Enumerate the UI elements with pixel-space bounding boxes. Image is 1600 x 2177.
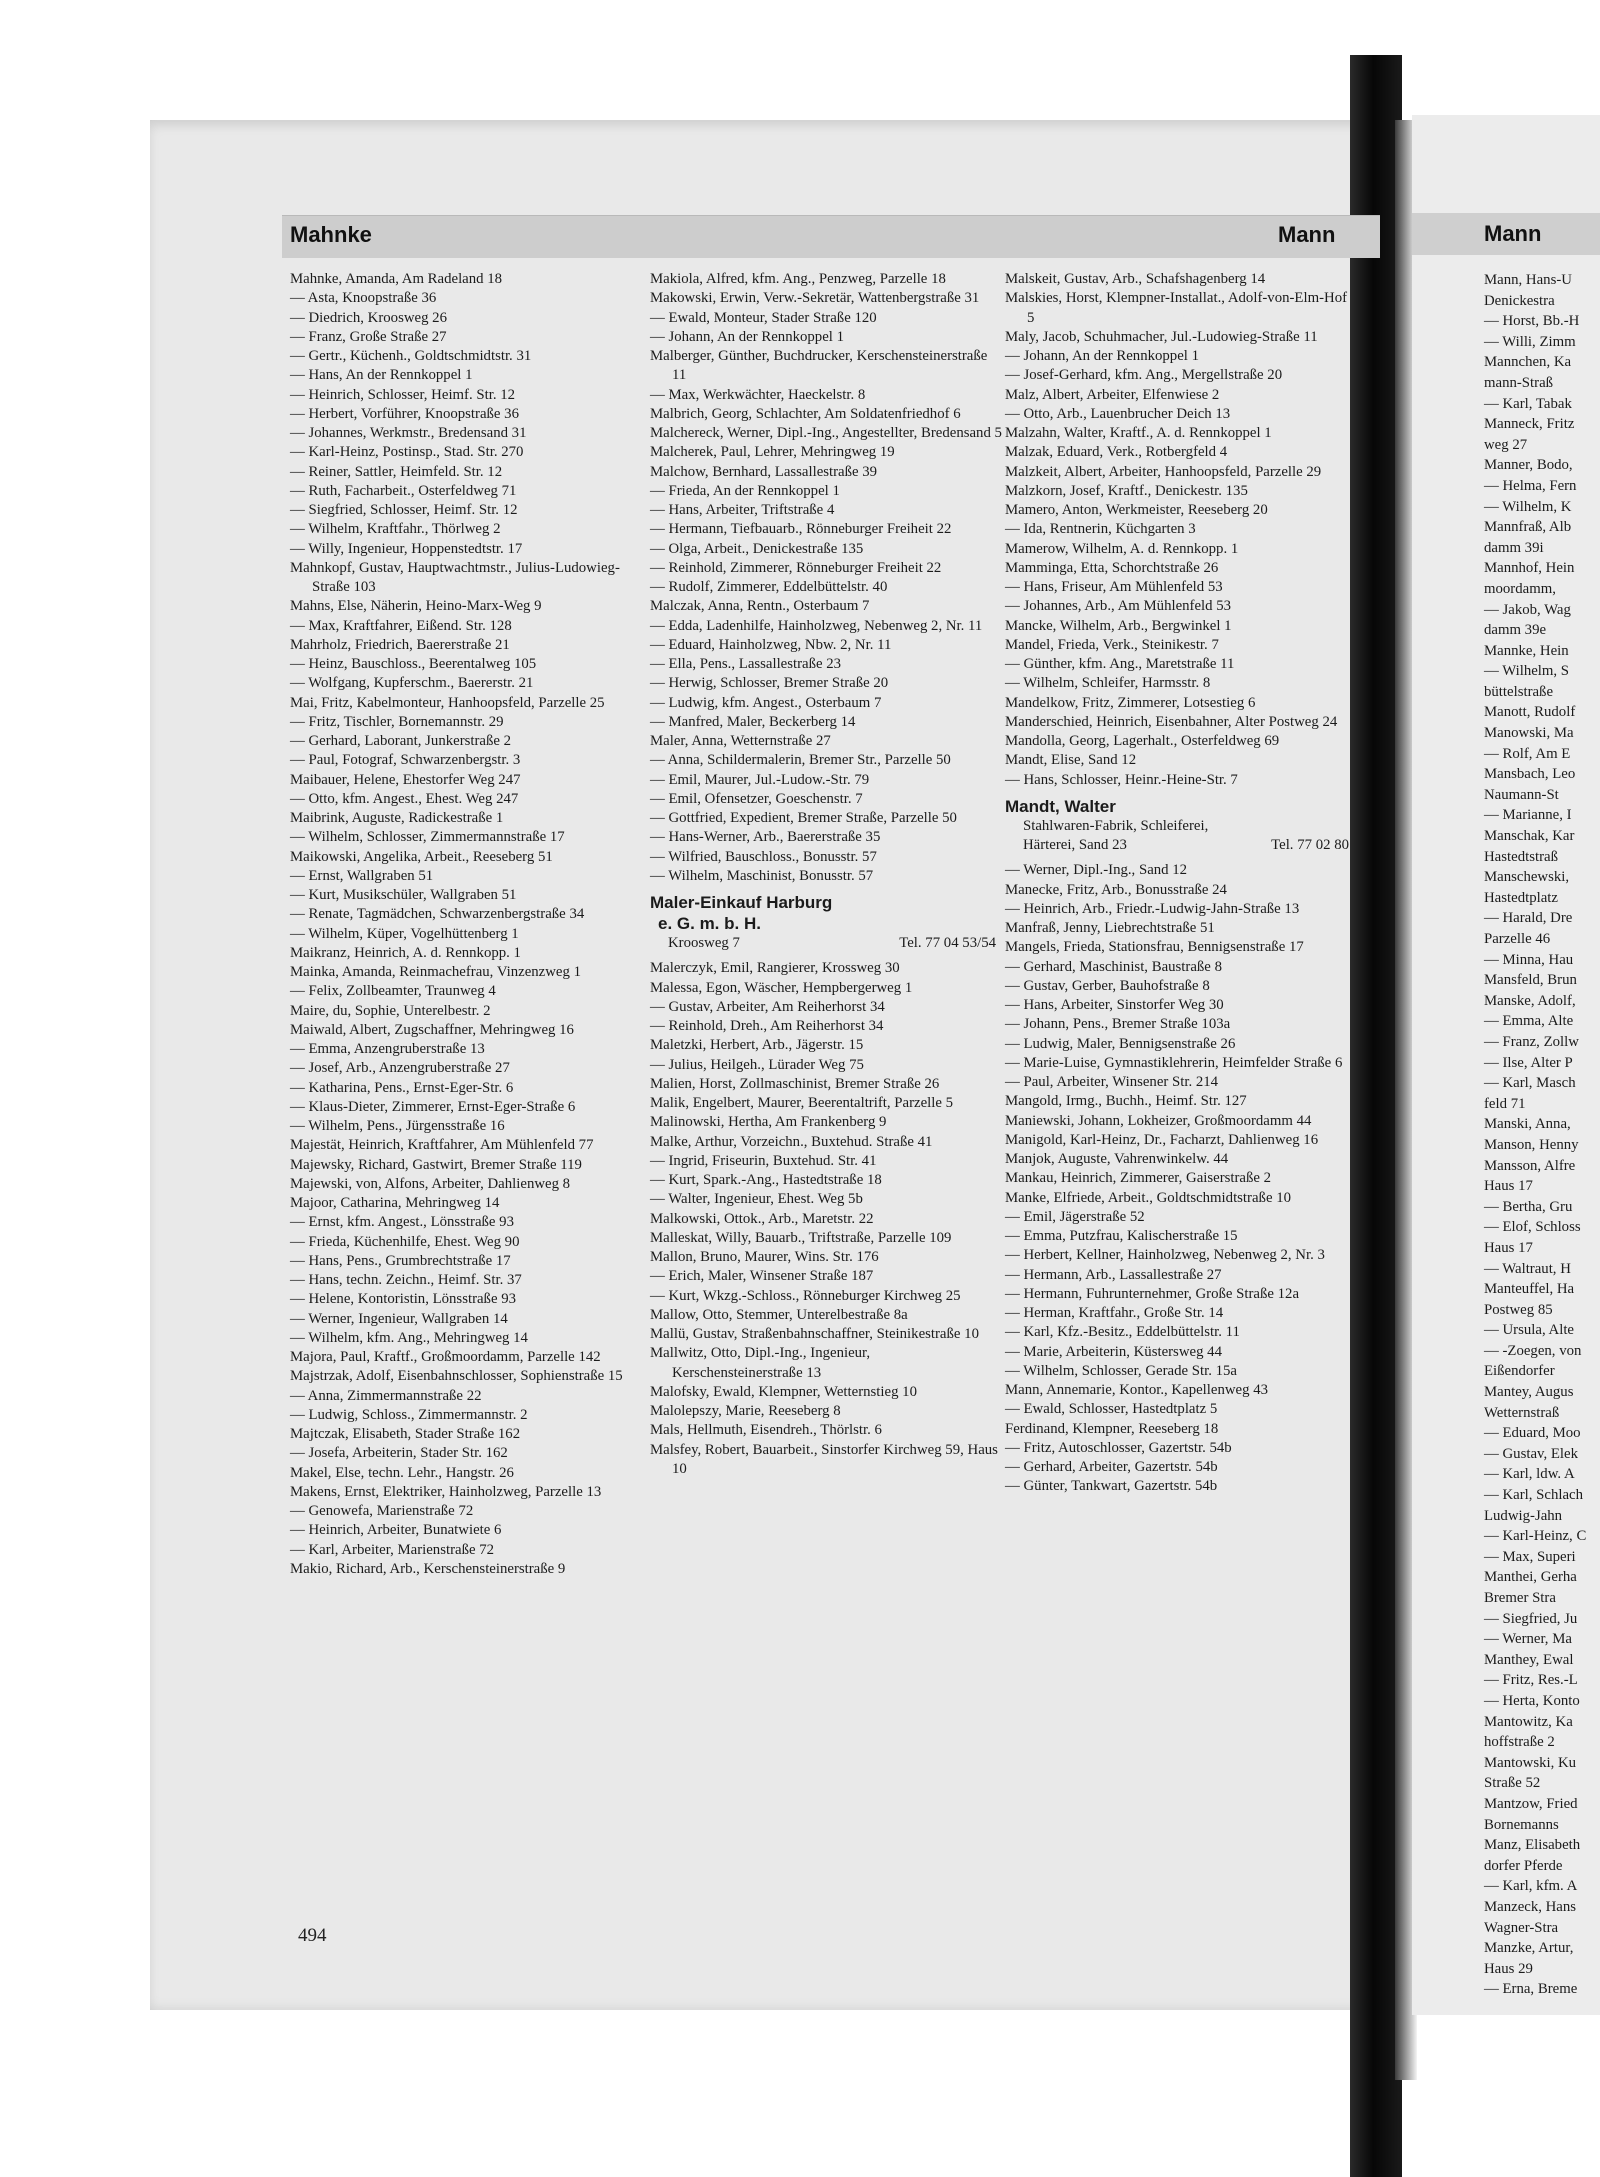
directory-entry: — Johann, Pens., Bremer Straße 103a: [1005, 1016, 1231, 1033]
next-page-header-word: Mann: [1484, 221, 1542, 246]
firm-address: Kroosweg 7: [668, 935, 740, 951]
next-page-line: — Gustav, Elek: [1484, 1445, 1578, 1462]
directory-entry: Maikowski, Angelika, Arbeit., Reeseberg 51: [290, 848, 553, 865]
directory-entry: Maniewski, Johann, Lokheizer, Großmoordamm 44: [1005, 1112, 1312, 1129]
next-page-line: Haus 17: [1484, 1239, 1533, 1256]
directory-entry: — Ewald, Schlosser, Hastedtplatz 5: [1005, 1401, 1218, 1418]
next-page-line: — Harald, Dre: [1484, 910, 1573, 927]
directory-entry: Mahns, Else, Näherin, Heino-Marx-Weg 9: [290, 598, 542, 615]
directory-entry: — Wilfried, Bauschloss., Bonusstr. 57: [650, 848, 877, 865]
next-page-line: Manz, Elisabeth: [1484, 1837, 1581, 1854]
next-page-line: Mann, Hans-U: [1484, 272, 1572, 288]
next-page-line: Manske, Adolf,: [1484, 992, 1576, 1009]
next-page-line: büttelstraße: [1484, 683, 1554, 700]
directory-entry: Malskies, Horst, Klempner-Installat., Adolf-von-Elm-Hof 5: [1005, 290, 1348, 326]
directory-entry: — Marie-Luise, Gymnastiklehrerin, Heimfelder Straße 6: [1005, 1054, 1343, 1071]
directory-entry: Malzahn, Walter, Kraftf., A. d. Rennkoppel 1: [1005, 425, 1272, 441]
directory-entry: Manecke, Fritz, Arb., Bonusstraße 24: [1005, 881, 1227, 898]
directory-entry: — Günter, Tankwart, Gazertstr. 54b: [1005, 1478, 1218, 1495]
directory-entry: Malbrich, Georg, Schlachter, Am Soldatenfriedhof 6: [650, 405, 961, 422]
directory-entry: — Ludwig, kfm. Angest., Osterbaum 7: [650, 694, 882, 711]
directory-entry: Malchow, Bernhard, Lassallestraße 39: [650, 463, 878, 480]
next-page-line: Mantzow, Fried: [1484, 1795, 1578, 1812]
running-header-left: Mahnke: [290, 222, 372, 247]
firm-phone: Tel. 77 04 53/54: [899, 935, 996, 951]
directory-entry: — Johannes, Arb., Am Mühlenfeld 53: [1005, 598, 1232, 615]
next-page-lines: [1484, 270, 1600, 2000]
next-page-line: moordamm,: [1484, 580, 1556, 597]
directory-entry: Malsfey, Robert, Bauarbeit., Sinstorfer Kirchweg 59, Haus 10: [650, 1441, 998, 1477]
directory-entry: Majtczak, Elisabeth, Stader Straße 162: [290, 1426, 521, 1442]
directory-entry: Manigold, Karl-Heinz, Dr., Facharzt, Dahlienweg 16: [1005, 1131, 1319, 1148]
directory-entry: — Ewald, Monteur, Stader Straße 120: [650, 309, 877, 326]
directory-entry: — Hermann, Tiefbauarb., Rönneburger Freiheit 22: [650, 521, 952, 538]
running-header-right: Mann: [1278, 222, 1336, 247]
directory-entry: — Karl-Heinz, Postinsp., Stad. Str. 270: [290, 444, 524, 461]
next-page-line: Manner, Bodo,: [1484, 457, 1573, 474]
directory-entry: — Josefa, Arbeiterin, Stader Str. 162: [290, 1445, 508, 1462]
firm-address-row: [650, 934, 1002, 953]
directory-entry: — Ella, Pens., Lassallestraße 23: [650, 656, 842, 672]
next-page-fragment: [1412, 115, 1600, 2015]
next-page-line: — Karl, kfm. A: [1484, 1878, 1578, 1895]
directory-entry: — Gerhard, Maschinist, Baustraße 8: [1005, 958, 1222, 975]
directory-entry: — Diedrich, Kroosweg 26: [290, 309, 447, 326]
directory-entry: Malolepszy, Marie, Reeseberg 8: [650, 1403, 841, 1419]
directory-entry: — Wolfgang, Kupferschm., Baererstr. 21: [290, 675, 534, 692]
directory-entry: — Genowefa, Marienstraße 72: [290, 1503, 474, 1519]
next-page-line: — Horst, Bb.-H: [1484, 313, 1580, 330]
next-page-line: — Franz, Zollw: [1484, 1033, 1579, 1050]
directory-entry: Mallü, Gustav, Straßenbahnschaffner, Steinikestraße 10: [650, 1326, 979, 1342]
directory-entry: — Hans, Arbeiter, Triftstraße 4: [650, 502, 835, 518]
directory-entry: — Günther, kfm. Ang., Maretstraße 11: [1005, 656, 1235, 672]
next-page-line: Wagner-Stra: [1484, 1919, 1559, 1936]
directory-entry: Mamminga, Etta, Schorchtstraße 26: [1005, 559, 1219, 576]
column-3: [1005, 270, 1355, 1497]
next-page-line: — Karl, Tabak: [1484, 395, 1572, 412]
next-page-line: damm 39e: [1484, 622, 1547, 639]
directory-entry: Malberger, Günther, Buchdrucker, Kerschensteinerstraße 11: [650, 348, 988, 384]
next-page-line: Manzke, Artur,: [1484, 1940, 1574, 1957]
directory-entry: — Kurt, Musikschüler, Wallgraben 51: [290, 887, 517, 903]
column-2: [650, 270, 1002, 1479]
next-page-line: Mantowitz, Ka: [1484, 1713, 1573, 1730]
firm-description: Stahlwaren-Fabrik, Schleiferei,: [1023, 817, 1209, 834]
directory-entry: Mamero, Anton, Werkmeister, Reeseberg 20: [1005, 502, 1268, 518]
column-2-entries-continued: [650, 959, 1002, 1479]
next-page-line: — Emma, Alte: [1484, 1013, 1574, 1030]
directory-entry: — Erich, Maler, Winsener Straße 187: [650, 1268, 874, 1285]
directory-entry: — Johann, An der Rennkoppel 1: [650, 328, 844, 345]
directory-entry: Manfraß, Jenny, Liebrechtstraße 51: [1005, 920, 1215, 936]
directory-entry: Mancke, Wilhelm, Arb., Bergwinkel 1: [1005, 617, 1232, 634]
next-page-line: Manski, Anna,: [1484, 1116, 1571, 1133]
next-page-line: Bremer Stra: [1484, 1590, 1556, 1606]
directory-entry: — Emil, Maurer, Jul.-Ludow.-Str. 79: [650, 771, 870, 788]
directory-entry: — Ruth, Facharbeit., Osterfeldweg 71: [290, 482, 517, 499]
next-page-line: Mannfraß, Alb: [1484, 519, 1572, 536]
next-page-line: — Fritz, Res.-L: [1484, 1672, 1578, 1689]
directory-entry: — Asta, Knoopstraße 36: [290, 290, 437, 307]
directory-entry: Makel, Else, techn. Lehr., Hangstr. 26: [290, 1464, 514, 1481]
firm-legal-form: e. G. m. b. H.: [658, 914, 761, 933]
next-page-line: — Werner, Ma: [1484, 1631, 1572, 1648]
directory-entry: — Gerhard, Laborant, Junkerstraße 2: [290, 733, 512, 749]
next-page-line: — Marianne, I: [1484, 807, 1572, 824]
directory-entry: Malinowski, Hertha, Am Frankenberg 9: [650, 1114, 887, 1131]
directory-entry: Maiwald, Albert, Zugschaffner, Mehringweg 16: [290, 1021, 574, 1038]
directory-entry: — Marie, Arbeiterin, Küstersweg 44: [1005, 1343, 1222, 1360]
directory-entry: Maly, Jacob, Schuhmacher, Jul.-Ludowieg-Straße 11: [1005, 328, 1318, 345]
directory-entry: Maletzki, Herbert, Arb., Jägerstr. 15: [650, 1037, 864, 1054]
directory-entry: Mahnke, Amanda, Am Radeland 18: [290, 271, 503, 287]
directory-entry: Malien, Horst, Zollmaschinist, Bremer Straße 26: [650, 1075, 940, 1092]
firm-address: Härterei, Sand 23: [1023, 837, 1127, 853]
directory-entry: Malczak, Anna, Rentn., Osterbaum 7: [650, 598, 870, 615]
directory-entry: — Emil, Jägerstraße 52: [1005, 1208, 1145, 1225]
directory-entry: Maikranz, Heinrich, A. d. Rennkopp. 1: [290, 944, 521, 961]
directory-entry: Ferdinand, Klempner, Reeseberg 18: [1005, 1420, 1219, 1437]
directory-entry: — Heinrich, Arb., Friedr.-Ludwig-Jahn-Straße 13: [1005, 900, 1300, 917]
directory-entry: — Heinz, Bauschloss., Beerentalweg 105: [290, 656, 537, 672]
directory-entry: — Hans, Arbeiter, Sinstorfer Weg 30: [1005, 997, 1224, 1013]
directory-entry: — Fritz, Autoschlosser, Gazertstr. 54b: [1005, 1439, 1232, 1456]
directory-entry: — Manfred, Maler, Beckerberg 14: [650, 713, 856, 730]
next-page-line: Straße 52: [1484, 1775, 1541, 1792]
next-page-line: Manschak, Kar: [1484, 828, 1575, 845]
next-page-line: mann-Straß: [1484, 374, 1554, 391]
directory-entry: — Anna, Schildermalerin, Bremer Str., Parzelle 50: [650, 752, 951, 769]
directory-entry: Mankau, Heinrich, Zimmerer, Gaiserstraße 2: [1005, 1170, 1272, 1187]
directory-entry: — Ernst, kfm. Angest., Lönsstraße 93: [290, 1214, 514, 1231]
directory-entry: — Fritz, Tischler, Bornemannstr. 29: [290, 713, 504, 730]
column-3-entries-continued: [1005, 861, 1355, 1496]
directory-entry: — Herbert, Vorführer, Knoopstraße 36: [290, 405, 519, 422]
next-page-line: Manzeck, Hans: [1484, 1898, 1577, 1915]
next-page-line: Hastedtplatz: [1484, 889, 1558, 906]
next-page-line: Mansfeld, Brun: [1484, 972, 1577, 989]
directory-entry: — Max, Werkwächter, Haeckelstr. 8: [650, 386, 866, 403]
directory-entry: — Frieda, An der Rennkoppel 1: [650, 482, 840, 499]
directory-entry: — Hans, Pens., Grumbrechtstraße 17: [290, 1252, 511, 1269]
next-page-line: Denickestra: [1484, 292, 1555, 309]
next-page-line: — Max, Superi: [1484, 1548, 1576, 1565]
directory-entry: — Wilhelm, Küper, Vogelhüttenberg 1: [290, 925, 519, 942]
directory-entry: — Frieda, Küchenhilfe, Ehest. Weg 90: [290, 1233, 520, 1250]
directory-entry: — Emil, Ofensetzer, Goeschenstr. 7: [650, 790, 863, 807]
directory-entry: — Max, Kraftfahrer, Eißend. Str. 128: [290, 617, 512, 634]
next-page-line: Ludwig-Jahn: [1484, 1507, 1563, 1524]
next-page-line: Mannchen, Ka: [1484, 354, 1572, 371]
directory-entry: Malzak, Eduard, Verk., Rotbergfeld 4: [1005, 444, 1228, 461]
directory-entry: — Gottfried, Expedient, Bremer Straße, Parzelle 50: [650, 810, 957, 826]
directory-entry: Malik, Engelbert, Maurer, Beerentaltrift, Parzelle 5: [650, 1095, 954, 1111]
directory-entry: — Gustav, Arbeiter, Am Reiherhorst 34: [650, 998, 885, 1015]
directory-entry: — Herbert, Kellner, Hainholzweg, Nebenweg 2, Nr. 3: [1005, 1247, 1325, 1264]
next-page-line: Mantowski, Ku: [1484, 1754, 1577, 1771]
directory-entry: Malz, Albert, Arbeiter, Elfenwiese 2: [1005, 386, 1220, 403]
directory-entry: — Ludwig, Maler, Bennigsenstraße 26: [1005, 1035, 1236, 1052]
directory-entry: — Otto, Arb., Lauenbrucher Deich 13: [1005, 405, 1231, 422]
directory-entry: — Werner, Dipl.-Ing., Sand 12: [1005, 862, 1188, 879]
directory-entry: — Wilhelm, Pens., Jürgensstraße 16: [290, 1118, 505, 1134]
next-page-line: Mansson, Alfre: [1484, 1157, 1576, 1174]
directory-entry: — Otto, kfm. Angest., Ehest. Weg 247: [290, 790, 519, 807]
directory-entry: — Ingrid, Friseurin, Buxtehud. Str. 41: [650, 1152, 877, 1169]
directory-entry: Makowski, Erwin, Verw.-Sekretär, Wattenbergstraße 31: [650, 290, 980, 307]
next-page-line: — Jakob, Wag: [1484, 601, 1571, 618]
next-page-line: — Waltraut, H: [1484, 1260, 1571, 1277]
directory-entry: Mallow, Otto, Stemmer, Unterelbestraße 8a: [650, 1306, 908, 1323]
next-page-line: — Rolf, Am E: [1484, 745, 1571, 762]
directory-entry: Malessa, Egon, Wäscher, Hempbergerweg 1: [650, 979, 913, 996]
directory-entry: — Felix, Zollbeamter, Traunweg 4: [290, 983, 496, 1000]
next-page-line: Eißendorfer: [1484, 1363, 1555, 1380]
directory-entry: — Josef-Gerhard, kfm. Ang., Mergellstraße 20: [1005, 367, 1283, 384]
directory-entry: — Reiner, Sattler, Heimfeld. Str. 12: [290, 463, 503, 480]
directory-entry: — Gertr., Küchenh., Goldtschmidtstr. 31: [290, 348, 532, 364]
directory-entry: Majstrzak, Adolf, Eisenbahnschlosser, Sophienstraße 15: [290, 1368, 623, 1385]
column-2-entries: [650, 270, 1002, 886]
next-page-line: Mansbach, Leo: [1484, 766, 1576, 783]
directory-entry: Malleskat, Willy, Bauarb., Triftstraße, Parzelle 109: [650, 1229, 952, 1246]
directory-entry: — Gustav, Gerber, Bauhofstraße 8: [1005, 977, 1210, 994]
directory-entry: — Josef, Arb., Anzengruberstraße 27: [290, 1060, 510, 1077]
directory-entry: — Reinhold, Dreh., Am Reiherhorst 34: [650, 1018, 884, 1034]
next-page-line: — Erna, Breme: [1484, 1981, 1578, 1998]
directory-entry: Malcherek, Paul, Lehrer, Mehringweg 19: [650, 444, 895, 461]
directory-entry: Mangold, Irmg., Buchh., Heimf. Str. 127: [1005, 1093, 1247, 1110]
next-page-line: Haus 17: [1484, 1178, 1533, 1195]
next-page-line: — Karl, Masch: [1484, 1075, 1576, 1092]
directory-entry: Majewski, von, Alfons, Arbeiter, Dahlienweg 8: [290, 1175, 571, 1192]
directory-entry: — Kurt, Wkzg.-Schloss., Rönneburger Kirchweg 25: [650, 1287, 961, 1304]
directory-entry: — Johannes, Werkmstr., Bredensand 31: [290, 425, 527, 441]
directory-entry: Mandelkow, Fritz, Zimmerer, Lotsestieg 6: [1005, 694, 1256, 711]
firm-name: Mandt, Walter: [1005, 796, 1116, 816]
next-page-line: Naumann-St: [1484, 786, 1559, 803]
directory-entry: Mai, Fritz, Kabelmonteur, Hanhoopsfeld, Parzelle 25: [290, 694, 605, 711]
directory-entry: — Emma, Putzfrau, Kalischerstraße 15: [1005, 1228, 1238, 1244]
directory-entry: Majora, Paul, Kraftf., Großmoordamm, Parzelle 142: [290, 1349, 601, 1365]
next-page-line: — Willi, Zimm: [1484, 333, 1576, 350]
running-header-bar: [282, 215, 1380, 258]
next-page-line: — Minna, Hau: [1484, 951, 1574, 968]
next-page-line: — Ilse, Alter P: [1484, 1054, 1573, 1071]
firm-phone: Tel. 77 02 80: [1271, 837, 1349, 853]
directory-entry: Makiola, Alfred, kfm. Ang., Penzweg, Parzelle 18: [650, 271, 946, 287]
directory-entry: — Reinhold, Zimmerer, Rönneburger Freiheit 22: [650, 559, 942, 576]
directory-entry: — Johann, An der Rennkoppel 1: [1005, 348, 1199, 364]
directory-entry: Mallwitz, Otto, Dipl.-Ing., Ingenieur, Kerschensteinerstraße 13: [650, 1345, 871, 1381]
directory-entry: — Karl, Arbeiter, Marienstraße 72: [290, 1541, 495, 1558]
next-page-line: weg 27: [1484, 436, 1528, 453]
directory-entry: — Paul, Fotograf, Schwarzenbergstr. 3: [290, 752, 521, 769]
directory-entry: Mangels, Frieda, Stationsfrau, Bennigsenstraße 17: [1005, 939, 1304, 956]
next-page-line: Manott, Rudolf: [1484, 704, 1576, 721]
next-page-line: — Elof, Schloss: [1484, 1219, 1581, 1236]
directory-entry: — Anna, Zimmermannstraße 22: [290, 1387, 482, 1404]
directory-entry: Majestät, Heinrich, Kraftfahrer, Am Mühlenfeld 77: [290, 1137, 594, 1154]
directory-entry: Manjok, Auguste, Vahrenwinkelw. 44: [1005, 1151, 1229, 1167]
directory-entry: Malzkeit, Albert, Arbeiter, Hanhoopsfeld, Parzelle 29: [1005, 463, 1322, 480]
directory-entry: — Franz, Große Straße 27: [290, 328, 447, 345]
directory-entry: — Herman, Kraftfahr., Große Str. 14: [1005, 1305, 1224, 1321]
next-page-line: — Karl, Schlach: [1484, 1487, 1584, 1504]
directory-entry: — Willy, Ingenieur, Hoppenstedtstr. 17: [290, 540, 523, 557]
next-page-line: — Karl-Heinz, C: [1484, 1528, 1587, 1545]
directory-entry: — Hans, Friseur, Am Mühlenfeld 53: [1005, 579, 1223, 595]
directory-entry: Majoor, Catharina, Mehringweg 14: [290, 1195, 500, 1211]
next-page-line: Parzelle 46: [1484, 931, 1551, 947]
directory-entry: — Klaus-Dieter, Zimmerer, Ernst-Eger-Straße 6: [290, 1098, 576, 1115]
directory-entry: — Hermann, Arb., Lassallestraße 27: [1005, 1266, 1222, 1283]
next-page-line: — -Zoegen, von: [1484, 1342, 1582, 1359]
directory-entry: — Hans, techn. Zeichn., Heimf. Str. 37: [290, 1272, 522, 1288]
directory-entry: — Wilhelm, Maschinist, Bonusstr. 57: [650, 867, 874, 884]
directory-entry: — Ludwig, Schloss., Zimmermannstr. 2: [290, 1406, 528, 1423]
directory-entry: Malke, Arthur, Vorzeichn., Buxtehud. Straße 41: [650, 1133, 933, 1150]
next-page-line: damm 39i: [1484, 539, 1544, 556]
directory-entry: — Kurt, Spark.-Ang., Hastedtstraße 18: [650, 1172, 882, 1188]
next-page-line: Mannhof, Hein: [1484, 560, 1575, 577]
next-page-line: Haus 29: [1484, 1960, 1533, 1977]
directory-entry: Mahrholz, Friedrich, Baererstraße 21: [290, 636, 510, 653]
next-page-line: Manneck, Fritz: [1484, 416, 1575, 433]
directory-entry: — Olga, Arbeit., Denickestraße 135: [650, 540, 864, 557]
directory-entry: — Hans, Schlosser, Heinr.-Heine-Str. 7: [1005, 771, 1238, 788]
next-page-line: Hastedtstraß: [1484, 848, 1558, 865]
directory-entry: — Helene, Kontoristin, Lönsstraße 93: [290, 1291, 517, 1308]
next-page-line: feld 71: [1484, 1095, 1526, 1112]
directory-entry: Mahnkopf, Gustav, Hauptwachtmstr., Julius-Ludowieg-Straße 103: [290, 559, 620, 595]
next-page-line: Manschewski,: [1484, 869, 1570, 886]
next-page-line: Postweg 85: [1484, 1301, 1553, 1318]
next-page-line: dorfer Pferde: [1484, 1857, 1563, 1874]
directory-entry: Mandel, Frieda, Verk., Steinikestr. 7: [1005, 636, 1219, 653]
next-page-line: Manson, Henny: [1484, 1136, 1579, 1153]
directory-entry: Malofsky, Ewald, Klempner, Wetternstieg 10: [650, 1383, 917, 1400]
next-page-line: Manowski, Ma: [1484, 725, 1574, 742]
directory-entry: Manke, Elfriede, Arbeit., Goldtschmidtstraße 10: [1005, 1189, 1292, 1206]
directory-entry: Mamerow, Wilhelm, A. d. Rennkopp. 1: [1005, 540, 1239, 557]
column-1: [290, 270, 642, 1579]
next-page-line: Manthei, Gerha: [1484, 1569, 1577, 1586]
directory-entry: Malchereck, Werner, Dipl.-Ing., Angestellter, Bredensand 5: [650, 425, 1002, 441]
directory-entry: Mals, Hellmuth, Eisendreh., Thörlstr. 6: [650, 1422, 882, 1439]
directory-entry: Makio, Richard, Arb., Kerschensteinerstraße 9: [290, 1560, 566, 1577]
directory-entry: — Werner, Ingenieur, Wallgraben 14: [290, 1310, 508, 1327]
next-page-line: — Eduard, Moo: [1484, 1425, 1581, 1442]
column-1-entries: [290, 270, 642, 1579]
directory-entry: — Ernst, Wallgraben 51: [290, 867, 434, 884]
directory-entry: — Emma, Anzengruberstraße 13: [290, 1041, 485, 1057]
next-page-line: Bornemanns: [1484, 1816, 1559, 1833]
directory-entry: — Eduard, Hainholzweg, Nbw. 2, Nr. 11: [650, 636, 892, 653]
next-page-line: — Helma, Fern: [1484, 477, 1577, 494]
directory-entry: — Wilhelm, Kraftfahr., Thörlweg 2: [290, 521, 501, 538]
directory-entry: — Herwig, Schlosser, Bremer Straße 20: [650, 675, 889, 692]
firm-advert-mandt: [1005, 796, 1355, 856]
firm-name: Maler-Einkauf Harburg: [650, 893, 833, 912]
directory-entry: — Renate, Tagmädchen, Schwarzenbergstraße 34: [290, 906, 585, 923]
directory-entry: Maler, Anna, Wetternstraße 27: [650, 733, 831, 749]
directory-entry: Makens, Ernst, Elektriker, Hainholzweg, Parzelle 13: [290, 1483, 602, 1500]
directory-entry: Manderschied, Heinrich, Eisenbahner, Alter Postweg 24: [1005, 713, 1338, 730]
directory-entry: Majewsky, Richard, Gastwirt, Bremer Straße 119: [290, 1156, 582, 1173]
next-page-line: — Karl, ldw. A: [1484, 1466, 1575, 1483]
directory-entry: — Wilhelm, Schlosser, Gerade Str. 15a: [1005, 1362, 1237, 1379]
next-page-line: Manthey, Ewal: [1484, 1651, 1574, 1668]
directory-entry: — Hans, An der Rennkoppel 1: [290, 367, 473, 384]
next-page-line: Mantey, Augus: [1484, 1384, 1574, 1401]
directory-entry: Mann, Annemarie, Kontor., Kapellenweg 43: [1005, 1382, 1268, 1398]
directory-entry: — Hermann, Fuhrunternehmer, Große Straße 12a: [1005, 1285, 1300, 1302]
directory-entry: — Gerhard, Arbeiter, Gazertstr. 54b: [1005, 1459, 1218, 1475]
next-page-line: Mannke, Hein: [1484, 642, 1569, 659]
directory-entry: — Ida, Rentnerin, Küchgarten 3: [1005, 521, 1196, 538]
next-page-line: — Wilhelm, S: [1484, 663, 1570, 680]
directory-entry: — Heinrich, Arbeiter, Bunatwiete 6: [290, 1522, 502, 1539]
next-page-line: — Bertha, Gru: [1484, 1198, 1573, 1215]
directory-entry: — Wilhelm, Schlosser, Zimmermannstraße 17: [290, 829, 565, 846]
firm-advert-maler-einkauf: [650, 892, 1002, 953]
directory-entry: — Wilhelm, Schleifer, Harmsstr. 8: [1005, 675, 1211, 692]
directory-entry: — Paul, Arbeiter, Winsener Str. 214: [1005, 1074, 1219, 1090]
next-page-line: — Ursula, Alte: [1484, 1322, 1575, 1339]
directory-entry: Maibauer, Helene, Ehestorfer Weg 247: [290, 771, 521, 788]
directory-entry: Malerczyk, Emil, Rangierer, Krossweg 30: [650, 960, 900, 977]
column-3-entries: [1005, 270, 1355, 790]
directory-entry: Maire, du, Sophie, Unterelbestr. 2: [290, 1002, 491, 1019]
next-page-line: — Wilhelm, K: [1484, 498, 1572, 515]
directory-entry: — Heinrich, Schlosser, Heimf. Str. 12: [290, 386, 516, 403]
directory-entry: — Siegfried, Schlosser, Heimf. Str. 12: [290, 502, 518, 518]
directory-entry: — Hans-Werner, Arb., Baererstraße 35: [650, 829, 881, 846]
next-page-line: — Herta, Konto: [1484, 1692, 1580, 1709]
next-page-line: Wetternstraß: [1484, 1404, 1560, 1421]
directory-entry: — Julius, Heilgeh., Lürader Weg 75: [650, 1056, 864, 1073]
directory-entry: Mallon, Bruno, Maurer, Wins. Str. 176: [650, 1249, 879, 1265]
directory-entry: — Edda, Ladenhilfe, Hainholzweg, Nebenweg 2, Nr. 11: [650, 617, 983, 634]
directory-entry: Malzkorn, Josef, Kraftf., Denickestr. 135: [1005, 482, 1248, 499]
directory-entry: Mandolla, Georg, Lagerhalt., Osterfeldweg 69: [1005, 733, 1280, 749]
directory-entry: Mandt, Elise, Sand 12: [1005, 752, 1137, 769]
directory-entry: Maibrink, Auguste, Radickestraße 1: [290, 810, 504, 826]
page-number: 494: [298, 1925, 327, 1946]
directory-entry: — Walter, Ingenieur, Ehest. Weg 5b: [650, 1191, 863, 1208]
directory-entry: — Karl, Kfz.-Besitz., Eddelbüttelstr. 11: [1005, 1324, 1240, 1341]
directory-entry: — Katharina, Pens., Ernst-Eger-Str. 6: [290, 1079, 514, 1096]
next-page-line: hoffstraße 2: [1484, 1734, 1555, 1751]
next-page-line: Manteuffel, Ha: [1484, 1281, 1575, 1298]
next-page-line: — Siegfried, Ju: [1484, 1610, 1578, 1627]
directory-entry: Mainka, Amanda, Reinmachefrau, Vinzenzweg 1: [290, 964, 581, 980]
directory-entry: Malkowski, Ottok., Arb., Maretstr. 22: [650, 1210, 874, 1227]
directory-entry: — Wilhelm, kfm. Ang., Mehringweg 14: [290, 1329, 528, 1346]
firm-address-row: [1005, 836, 1355, 855]
directory-entry: Malskeit, Gustav, Arb., Schafshagenberg 14: [1005, 271, 1266, 287]
directory-entry: — Rudolf, Zimmerer, Eddelbüttelstr. 40: [650, 579, 888, 595]
